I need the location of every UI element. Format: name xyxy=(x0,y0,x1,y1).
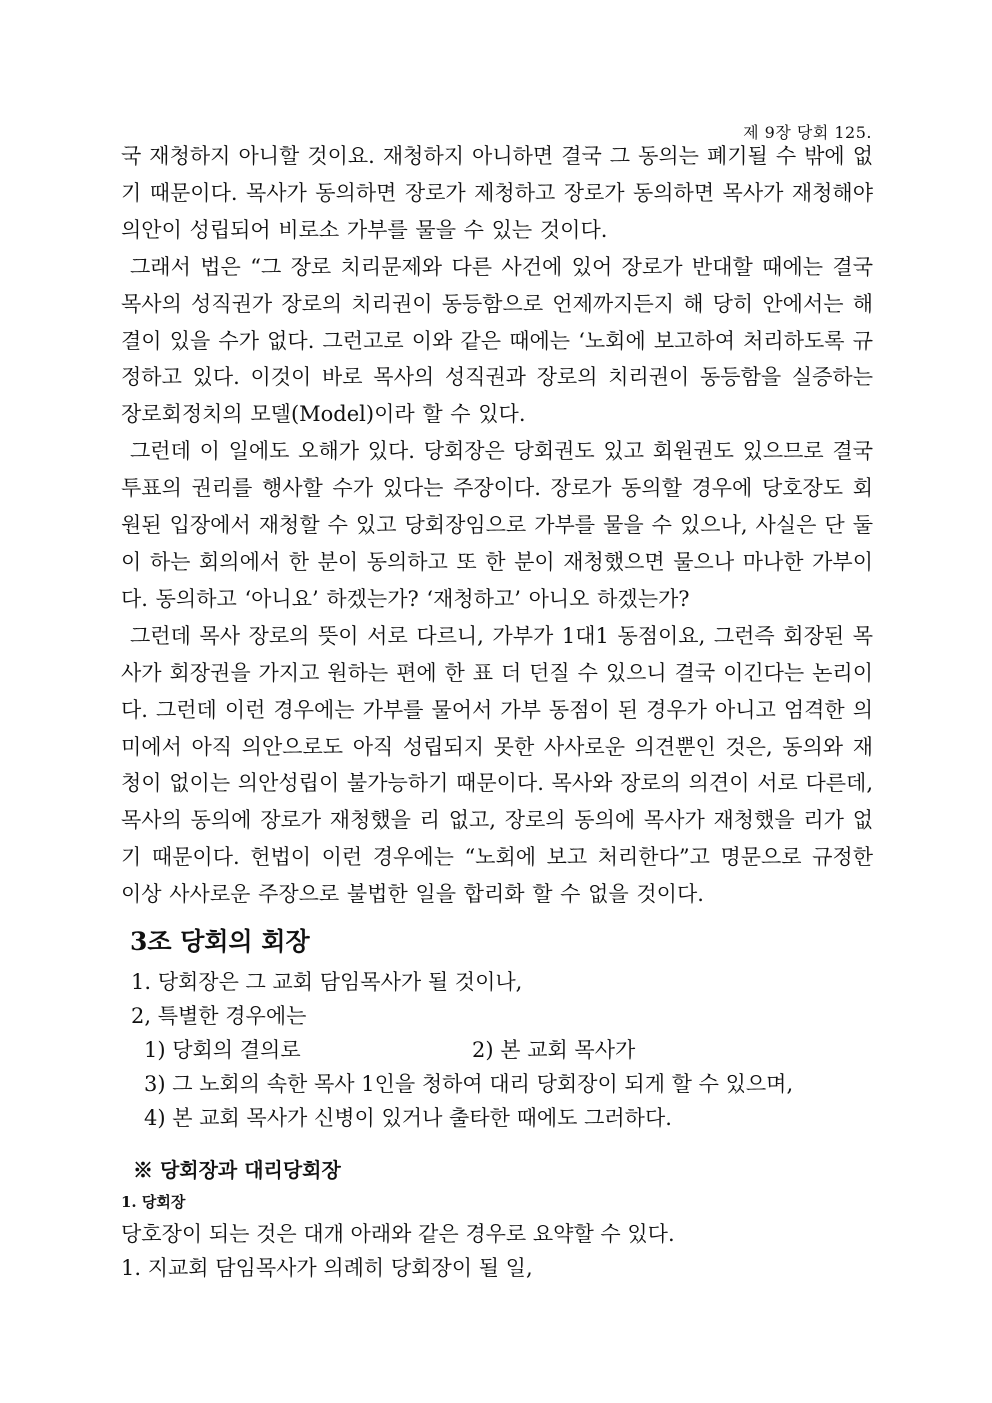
note-title: ※ 당회장과 대리당회장 xyxy=(133,1158,341,1182)
paragraph-1: 국 재청하지 아니할 것이요. 재청하지 아니하면 결국 그 동의는 폐기될 수 밖에 없기 때문이다. 목사가 동의하면 장로가 제청하고 장로가 동의하면 목사가 재청해야 의안이 성립되어 비로소 가부를 물을 수 있는 것이다. xyxy=(121,144,873,242)
section-item-3: 3) 그 노회의 속한 목사 1인을 청하여 대리 당회장이 되게 할 수 있으며, xyxy=(144,1072,794,1096)
paragraph-4: 그런데 목사 장로의 뜻이 서로 다르니, 가부가 1대1 동점이요, 그런즉 회장된 목사가 회장권을 가지고 원하는 편에 한 표 더 던질 수 있으니 결국 이긴다는 논리이다. 그런데 이런 경우에는 가부를 물어서 가부 동점이 된 경우가 아니고 엄격한 의미에서 아직 의안으로도 아직 성립되지 못한 사사로운 의견뿐인 것은, 동의와 재청이 없이는 의안성립이 불가능하기 때문이다. 목사와 장로의 의견이 서로 다른데, 목사의 동의에 장로가 재청했을 리 없고, 장로의 동의에 목사가 재청했을 리가 없기 때문이다. 헌법이 이런 경우에는 “노회에 보고 처리한다”고 명문으로 규정한 이상 사사로운 주장으로 불법한 일을 합리화 할 수 없을 것이다. xyxy=(121,623,873,907)
section-line-1: 1. 당회장은 그 교회 담임목사가 될 것이나, xyxy=(131,970,523,994)
body-text xyxy=(121,138,873,913)
page-header: 제 9장 당회 125. xyxy=(743,123,872,142)
section-title: 3조 당회의 회장 xyxy=(130,927,310,956)
section-item-4: 4) 본 교회 목사가 신병이 있거나 출타한 때에도 그러하다. xyxy=(144,1106,672,1130)
paragraph-3: 그런데 이 일에도 오해가 있다. 당회장은 당회권도 있고 회원권도 있으므로 결국 투표의 권리를 행사할 수가 있다는 주장이다. 장로가 동의할 경우에 당호장도 회원된 입장에서 재청할 수 있고 당회장임으로 가부를 물을 수 있으나, 사실은 단 둘이 하는 회의에서 한 분이 동의하고 또 한 분이 재청했으면 물으나 마나한 가부이다. 동의하고 ‘아니요’ 하겠는가? ‘재청하고’ 아니오 하겠는가? xyxy=(121,439,873,611)
note-line-2: 1. 지교회 담임목사가 의례히 당회장이 될 일, xyxy=(121,1256,533,1280)
paragraph-2: 그래서 법은 “그 장로 치리문제와 다른 사건에 있어 장로가 반대할 때에는 결국 목사의 성직권가 장로의 치리권이 동등함으로 언제까지든지 해 당히 안에서는 해결이 있을 수가 없다. 그런고로 이와 같은 때에는 ‘노회에 보고하여 처리하도록 규정하고 있다. 이것이 바로 목사의 성직권과 장로의 치리권이 동등함을 실증하는 장로회정치의 모델(Model)이라 할 수 있다. xyxy=(121,254,873,427)
section-line-2: 2, 특별한 경우에는 xyxy=(131,1004,307,1028)
note-subtitle: 1. 당회장 xyxy=(121,1193,186,1211)
section-item-1: 1) 당회의 결의로 xyxy=(144,1038,301,1062)
note-line-1: 당호장이 되는 것은 대개 아래와 같은 경우로 요약할 수 있다. xyxy=(121,1222,675,1246)
section-item-2: 2) 본 교회 목사가 xyxy=(472,1038,636,1062)
